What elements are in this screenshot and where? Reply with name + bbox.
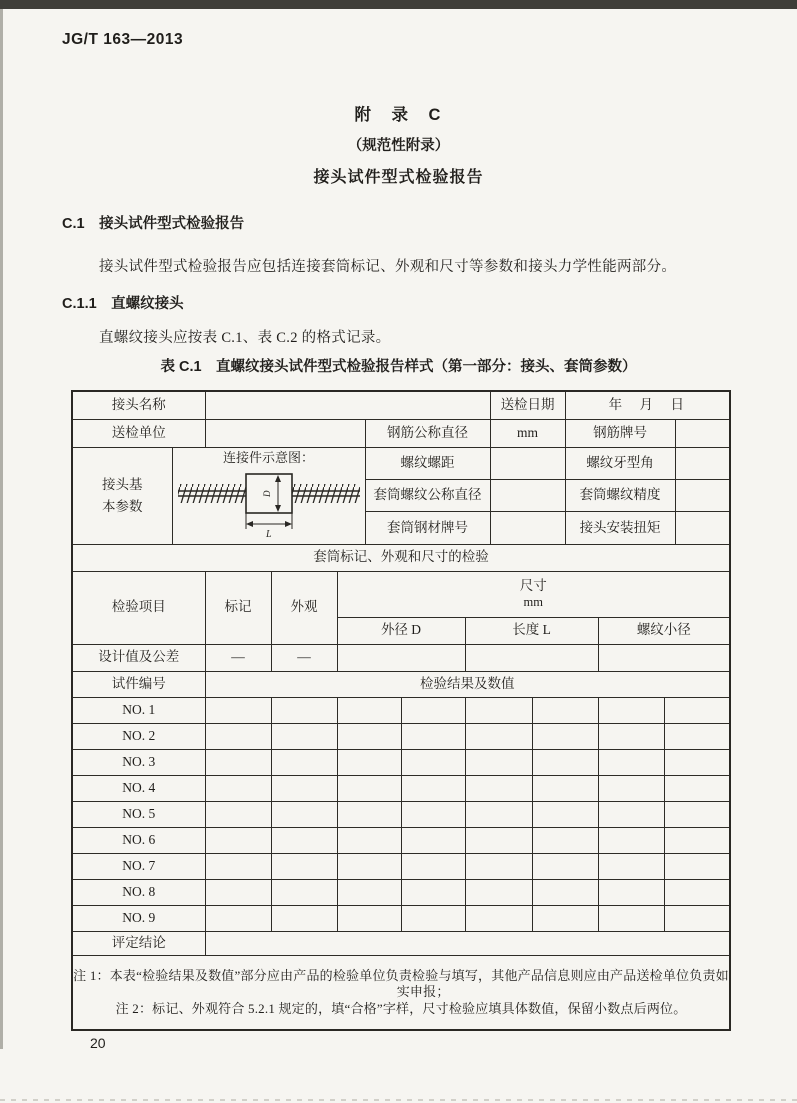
empty-cell bbox=[598, 723, 664, 749]
col-header-length: 长度 L bbox=[465, 617, 598, 644]
empty-cell bbox=[664, 697, 730, 723]
specimen-row bbox=[72, 827, 730, 853]
rebar-diameter-label: 钢筋公称直径 bbox=[365, 419, 490, 447]
empty-cell bbox=[465, 723, 532, 749]
appendix-report-title: 接头试件型式检验报告 bbox=[313, 169, 484, 186]
empty-cell bbox=[465, 697, 532, 723]
rebar-diameter-unit: mm bbox=[490, 419, 565, 447]
empty-cell bbox=[205, 905, 271, 931]
page-number: 20 bbox=[90, 1035, 106, 1051]
empty-cell bbox=[598, 697, 664, 723]
empty-cell bbox=[532, 827, 598, 853]
basic-params-label: 接头基本参数 bbox=[72, 447, 172, 544]
empty-cell bbox=[465, 853, 532, 879]
empty-cell bbox=[532, 775, 598, 801]
thread-pitch-label: 螺纹螺距 bbox=[365, 447, 490, 479]
empty-cell bbox=[337, 697, 401, 723]
section-c1-paragraph: 接头试件型式检验报告应包括连接套筒标记、外观和尺寸等参数和接头力学性能两部分。 bbox=[99, 259, 677, 275]
specimen-label: NO. 8 bbox=[72, 879, 205, 905]
joint-name-value-cell bbox=[205, 391, 490, 419]
specimen-label: NO. 9 bbox=[72, 905, 205, 931]
rebar-grade-label: 钢筋牌号 bbox=[565, 419, 675, 447]
specimen-row bbox=[72, 905, 730, 931]
empty-cell bbox=[465, 827, 532, 853]
empty-cell bbox=[465, 775, 532, 801]
empty-cell bbox=[664, 905, 730, 931]
note-2: 注 2：标记、外观符合 5.2.1 规定的，填“合格”字样，尺寸检验应填具体数值，保留小数点后两位。 bbox=[115, 1000, 687, 1016]
section-c1-heading: C.1 接头试件型式检验报告 bbox=[62, 216, 245, 232]
rebar-grade-value-cell bbox=[675, 419, 730, 447]
table-caption: 表 C.1 直螺纹接头试件型式检验报告样式（第一部分：接头、套筒参数） bbox=[160, 359, 637, 375]
thread-angle-value-cell bbox=[675, 447, 730, 479]
rebar-left bbox=[178, 484, 246, 503]
appendix-subtitle: （规范性附录） bbox=[347, 138, 450, 154]
empty-cell bbox=[532, 853, 598, 879]
sleeve-steel-grade-value-cell bbox=[490, 512, 565, 544]
install-torque-label: 接头安装扭矩 bbox=[565, 512, 675, 544]
specimen-row bbox=[72, 801, 730, 827]
scan-top-edge bbox=[0, 0, 797, 9]
design-mark-value: — bbox=[205, 644, 271, 671]
empty-cell bbox=[205, 879, 271, 905]
empty-cell bbox=[598, 827, 664, 853]
empty-cell bbox=[664, 749, 730, 775]
empty-cell bbox=[271, 801, 337, 827]
empty-cell bbox=[598, 801, 664, 827]
specimen-label: NO. 3 bbox=[72, 749, 205, 775]
coupler-diagram-cell bbox=[172, 447, 365, 544]
joint-name-label: 接头名称 bbox=[72, 391, 205, 419]
thread-angle-label: 螺纹牙型角 bbox=[565, 447, 675, 479]
empty-cell bbox=[401, 723, 465, 749]
design-values-label: 设计值及公差 bbox=[72, 644, 205, 671]
sleeve-steel-grade-label: 套筒钢材牌号 bbox=[365, 512, 490, 544]
diagram-caption: 连接件示意图： bbox=[222, 449, 314, 465]
empty-cell bbox=[205, 801, 271, 827]
empty-cell bbox=[337, 801, 401, 827]
empty-cell bbox=[664, 853, 730, 879]
specimen-row bbox=[72, 723, 730, 749]
thread-pitch-value-cell bbox=[490, 447, 565, 479]
specimen-label: NO. 1 bbox=[72, 697, 205, 723]
col-header-mark: 标记 bbox=[205, 571, 271, 644]
specimen-number-label: 试件编号 bbox=[72, 671, 205, 697]
design-length-cell bbox=[465, 644, 598, 671]
empty-cell bbox=[401, 879, 465, 905]
appendix-title: 附 录 C bbox=[354, 106, 443, 124]
empty-cell bbox=[465, 801, 532, 827]
empty-cell bbox=[598, 853, 664, 879]
submitting-unit-value-cell bbox=[205, 419, 365, 447]
empty-cell bbox=[598, 879, 664, 905]
inspection-report-form bbox=[71, 390, 731, 1031]
empty-cell bbox=[664, 801, 730, 827]
design-outer-diameter-cell bbox=[337, 644, 465, 671]
specimen-row bbox=[72, 697, 730, 723]
design-appearance-value: — bbox=[271, 644, 337, 671]
empty-cell bbox=[598, 905, 664, 931]
empty-cell bbox=[532, 697, 598, 723]
empty-cell bbox=[337, 905, 401, 931]
empty-cell bbox=[532, 801, 598, 827]
col-header-item: 检验项目 bbox=[72, 571, 205, 644]
empty-cell bbox=[664, 879, 730, 905]
empty-cell bbox=[271, 775, 337, 801]
empty-cell bbox=[205, 827, 271, 853]
empty-cell bbox=[664, 775, 730, 801]
empty-cell bbox=[598, 749, 664, 775]
col-header-minor-diameter: 螺纹小径 bbox=[598, 617, 730, 644]
empty-cell bbox=[337, 853, 401, 879]
result-band-title: 检验结果及数值 bbox=[205, 671, 730, 697]
empty-cell bbox=[337, 879, 401, 905]
empty-cell bbox=[401, 775, 465, 801]
dimension-l-label: L bbox=[265, 528, 272, 539]
empty-cell bbox=[271, 697, 337, 723]
empty-cell bbox=[465, 749, 532, 775]
empty-cell bbox=[532, 723, 598, 749]
submission-date-label: 送检日期 bbox=[490, 391, 565, 419]
empty-cell bbox=[598, 775, 664, 801]
conclusion-value-cell bbox=[205, 931, 730, 955]
empty-cell bbox=[205, 723, 271, 749]
table-notes bbox=[72, 955, 730, 1030]
specimen-row bbox=[72, 775, 730, 801]
install-torque-value-cell bbox=[675, 512, 730, 544]
sleeve-thread-diameter-value-cell bbox=[490, 479, 565, 511]
empty-cell bbox=[465, 879, 532, 905]
empty-cell bbox=[271, 853, 337, 879]
specimen-label: NO. 5 bbox=[72, 801, 205, 827]
specimen-row bbox=[72, 879, 730, 905]
sleeve-thread-diameter-label: 套筒螺纹公称直径 bbox=[365, 479, 490, 511]
empty-cell bbox=[532, 879, 598, 905]
empty-cell bbox=[337, 775, 401, 801]
section-c11-paragraph: 直螺纹接头应按表 C.1、表 C.2 的格式记录。 bbox=[99, 330, 391, 346]
empty-cell bbox=[337, 827, 401, 853]
note-1: 注 1：本表“检验结果及数值”部分应由产品的检验单位负责检验与填写，其他产品信息则应由产品送检单位负责如实申报； bbox=[73, 968, 729, 1000]
empty-cell bbox=[532, 749, 598, 775]
empty-cell bbox=[401, 827, 465, 853]
empty-cell bbox=[532, 905, 598, 931]
scan-bottom-edge bbox=[0, 1099, 797, 1101]
specimen-label: NO. 4 bbox=[72, 775, 205, 801]
sleeve-thread-precision-label: 套筒螺纹精度 bbox=[565, 479, 675, 511]
empty-cell bbox=[664, 723, 730, 749]
empty-cell bbox=[401, 749, 465, 775]
col-header-outer-diameter: 外径 D bbox=[337, 617, 465, 644]
dimension-d-label: D bbox=[261, 490, 272, 497]
empty-cell bbox=[401, 905, 465, 931]
sleeve-thread-precision-value-cell bbox=[675, 479, 730, 511]
inspection-band-title: 套筒标记、外观和尺寸的检验 bbox=[72, 544, 730, 571]
coupler-schematic-drawing bbox=[174, 467, 364, 539]
specimen-label: NO. 7 bbox=[72, 853, 205, 879]
empty-cell bbox=[205, 697, 271, 723]
empty-cell bbox=[401, 853, 465, 879]
rebar-right bbox=[292, 484, 360, 503]
specimen-label: NO. 6 bbox=[72, 827, 205, 853]
standard-code: JG/T 163—2013 bbox=[62, 31, 184, 48]
appendix-title-block bbox=[0, 101, 797, 187]
design-minor-diameter-cell bbox=[598, 644, 730, 671]
empty-cell bbox=[271, 879, 337, 905]
section-c11-heading: C.1.1 直螺纹接头 bbox=[62, 296, 184, 312]
empty-cell bbox=[337, 749, 401, 775]
empty-cell bbox=[271, 749, 337, 775]
submission-date-value: 年 月 日 bbox=[565, 391, 730, 419]
empty-cell bbox=[205, 853, 271, 879]
empty-cell bbox=[271, 905, 337, 931]
specimen-label: NO. 2 bbox=[72, 723, 205, 749]
col-header-appearance: 外观 bbox=[271, 571, 337, 644]
empty-cell bbox=[664, 827, 730, 853]
submitting-unit-label: 送检单位 bbox=[72, 419, 205, 447]
empty-cell bbox=[465, 905, 532, 931]
empty-cell bbox=[271, 723, 337, 749]
specimen-row bbox=[72, 853, 730, 879]
conclusion-label: 评定结论 bbox=[72, 931, 205, 955]
empty-cell bbox=[271, 827, 337, 853]
specimen-row bbox=[72, 749, 730, 775]
empty-cell bbox=[205, 749, 271, 775]
empty-cell bbox=[401, 697, 465, 723]
empty-cell bbox=[205, 775, 271, 801]
col-header-size: 尺寸 mm bbox=[337, 571, 730, 617]
empty-cell bbox=[401, 801, 465, 827]
empty-cell bbox=[337, 723, 401, 749]
